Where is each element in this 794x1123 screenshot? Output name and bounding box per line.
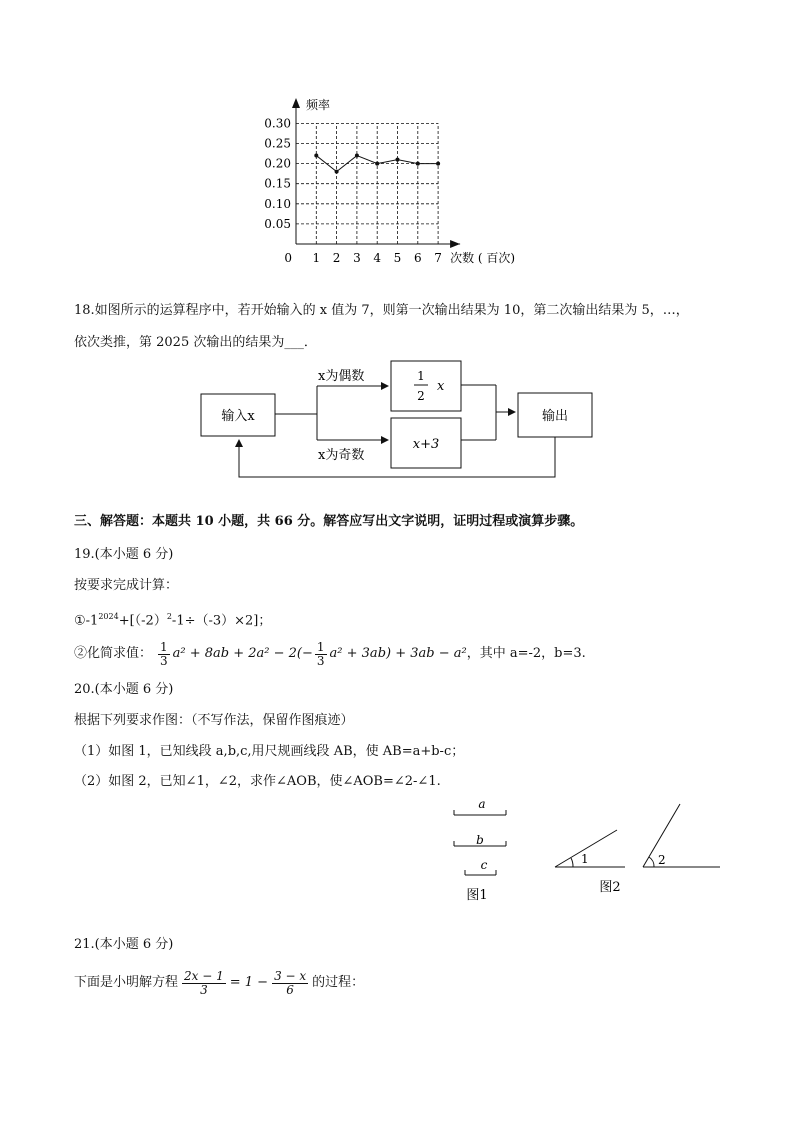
data-point	[314, 154, 318, 158]
y-tick-label: 0.20	[264, 156, 291, 171]
angle1-label: 1	[581, 852, 589, 866]
origin-label: 0	[284, 251, 292, 265]
x-axis-arrow	[450, 240, 460, 248]
flow-odd-label: x为奇数	[318, 448, 365, 463]
chart-labels	[264, 97, 515, 265]
data-point	[355, 154, 359, 158]
flow-plus3-label: x+3	[412, 437, 440, 452]
data-point	[416, 162, 420, 166]
data-point	[335, 170, 339, 174]
segment-a-label: a	[478, 797, 486, 811]
flow-even-label: x为偶数	[318, 369, 365, 384]
data-point	[436, 162, 440, 166]
flow-half-box	[391, 361, 461, 411]
y-axis-arrow	[292, 98, 300, 108]
x-axis-title: 次数 ( 百次)	[450, 251, 516, 265]
flow-half-var: x	[437, 379, 445, 394]
q20-part1: （1）如图 1，已知线段 a,b,c,用尺规画线段 AB，使 AB=a+b-c；	[74, 744, 465, 759]
segment-b-label: b	[476, 833, 484, 847]
frequency-chart	[258, 92, 548, 272]
q21-equation-line: 下面是小明解方程 $\frac{2x - 1}{3}$ = 1 − $\frac{3 - x}{6}$ 的过程：	[74, 968, 365, 997]
figure1-segments	[440, 795, 530, 905]
x-tick-label: 6	[413, 251, 422, 265]
x-tick-label: 3	[353, 251, 361, 265]
q18-line1: 18.如图所示的运算程序中，若开始输入的 x 值为 7，则第一次输出结果为 10，第二次输出结果为 5，…，	[74, 303, 689, 318]
y-tick-label: 0.05	[264, 216, 291, 231]
figure2-caption: 图2	[599, 880, 621, 895]
chart-grid	[296, 123, 438, 244]
flow-output-label: 输出	[541, 409, 569, 424]
data-point	[375, 162, 379, 166]
y-tick-label: 0.15	[264, 176, 291, 191]
angle2-label: 2	[658, 853, 666, 867]
q19-header: 19.(本小题 6 分)	[74, 547, 174, 562]
flow-half-den: 2	[417, 389, 425, 403]
x-tick-label: 5	[393, 251, 402, 265]
q19-item2: ②化简求值： $\frac{1}{3}$ a² + 8ab + 2a² − 2(− $\frac{1}{3}$ a² + 3ab) + 3ab − a² ，其中 a=-2，b=3.	[74, 639, 586, 668]
x-tick-label: 4	[373, 251, 382, 265]
figure1-caption: 图1	[466, 888, 488, 903]
flow-input-label: 输入x	[221, 409, 255, 424]
x-tick-label: 7	[434, 251, 442, 265]
q19-intro: 按要求完成计算：	[74, 578, 179, 593]
section3-heading: 三、解答题：本题共 10 小题，共 66 分。解答应写出文字说明，证明过程或演算步骤。	[74, 514, 584, 529]
q21-header: 21.(本小题 6 分)	[74, 937, 174, 952]
flowchart	[195, 355, 605, 485]
chart-axes	[292, 98, 460, 248]
q19-item1: $①-1^{2024}+[(-2)^2-1\div(-3)\times 2]$；	[74, 612, 272, 629]
x-tick-label: 2	[332, 251, 341, 265]
q20-part2: （2）如图 2，已知∠1，∠2，求作∠AOB，使∠AOB=∠2-∠1.	[74, 774, 441, 789]
y-tick-label: 0.10	[264, 196, 291, 211]
data-point	[396, 158, 400, 162]
q20-header: 20.(本小题 6 分)	[74, 682, 174, 697]
y-tick-label: 0.30	[264, 116, 291, 131]
x-tick-label: 1	[312, 251, 321, 265]
flow-half-num: 1	[417, 369, 425, 383]
y-tick-label: 0.25	[264, 136, 291, 151]
y-axis-title: 频率	[306, 98, 331, 112]
q18-line2: 依次类推，第 2025 次输出的结果为___．	[74, 335, 317, 350]
q20-intro: 根据下列要求作图：（不写作法，保留作图痕迹）	[74, 713, 354, 728]
figure2-angles	[550, 800, 725, 900]
segment-c-label: c	[480, 858, 488, 872]
